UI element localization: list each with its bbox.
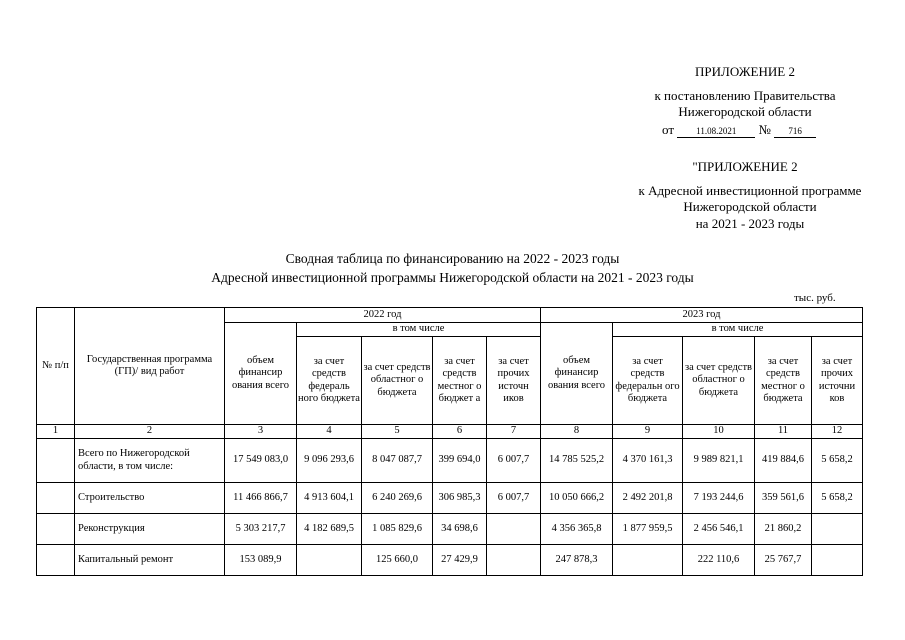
- data-cell: 8 047 087,7: [362, 439, 433, 483]
- data-cell: [297, 545, 362, 576]
- data-cell: 1 085 829,6: [362, 514, 433, 545]
- header-program: Государственная программа (ГП)/ вид работ: [75, 308, 225, 425]
- data-cell: 247 878,3: [541, 545, 613, 576]
- row-num-cell: [37, 483, 75, 514]
- header-fed-2023: за счет средств федеральн ого бюджета: [613, 337, 683, 425]
- data-cell: 2 492 201,8: [613, 483, 683, 514]
- row-name: Всего по Нижегородской области, в том числе:: [75, 439, 225, 483]
- data-cell: 11 466 866,7: [225, 483, 297, 514]
- table-title-line2: Адресной инвестиционной программы Нижегородской области на 2021 - 2023 годы: [211, 270, 694, 285]
- table-row: [37, 514, 863, 545]
- col-number: 5: [362, 425, 433, 439]
- header-loc-2023: за счет средств местног о бюджета: [755, 337, 812, 425]
- header-fed-2022: за счет средств федераль ного бюджета: [297, 337, 362, 425]
- row-num-cell: [37, 439, 75, 483]
- data-cell: [487, 514, 541, 545]
- appendix-date-line: [662, 122, 842, 138]
- data-cell: 25 767,7: [755, 545, 812, 576]
- data-cell: 419 884,6: [755, 439, 812, 483]
- program-appendix-line4: на 2021 - 2023 годы: [695, 216, 805, 231]
- data-cell: 5 303 217,7: [225, 514, 297, 545]
- data-cell: 5 658,2: [812, 483, 863, 514]
- data-cell: 1 877 959,5: [613, 514, 683, 545]
- row-num-cell: [37, 545, 75, 576]
- col-number: 4: [297, 425, 362, 439]
- data-cell: 7 193 244,6: [683, 483, 755, 514]
- data-cell: 399 694,0: [433, 439, 487, 483]
- header-year-2023: 2023 год: [541, 308, 863, 323]
- header-oth-2022: за счет прочих источн иков: [487, 337, 541, 425]
- data-cell: 5 658,2: [812, 439, 863, 483]
- data-cell: [812, 545, 863, 576]
- data-cell: 222 110,6: [683, 545, 755, 576]
- data-cell: 9 096 293,6: [297, 439, 362, 483]
- data-cell: 27 429,9: [433, 545, 487, 576]
- data-cell: 14 785 525,2: [541, 439, 613, 483]
- header-total-2023: объем финансир ования всего: [541, 323, 613, 425]
- date-prefix: от: [662, 122, 675, 137]
- program-appendix-line2: к Адресной инвестиционной программе: [638, 183, 862, 198]
- row-name: Капитальный ремонт: [75, 545, 225, 576]
- col-number: 8: [541, 425, 613, 439]
- data-cell: 34 698,6: [433, 514, 487, 545]
- col-number: 10: [683, 425, 755, 439]
- col-number: 6: [433, 425, 487, 439]
- header-year-2022: 2022 год: [225, 308, 541, 323]
- table-row: [37, 439, 863, 483]
- data-cell: 6 007,7: [487, 483, 541, 514]
- data-cell: 306 985,3: [433, 483, 487, 514]
- row-name: Строительство: [75, 483, 225, 514]
- data-cell: 2 456 546,1: [683, 514, 755, 545]
- resolution-number: 716: [774, 126, 816, 138]
- data-cell: 17 549 083,0: [225, 439, 297, 483]
- header-total-2022: объем финансир ования всего: [225, 323, 297, 425]
- data-cell: 359 561,6: [755, 483, 812, 514]
- table-title-line1: Сводная таблица по финансированию на 2022 - 2023 годы: [285, 251, 620, 266]
- table-row: [37, 483, 863, 514]
- column-number-row: [37, 425, 863, 439]
- appendix-label: ПРИЛОЖЕНИЕ 2: [695, 64, 795, 79]
- col-number: 7: [487, 425, 541, 439]
- header-including-2022: в том числе: [297, 323, 541, 337]
- data-cell: 6 240 269,6: [362, 483, 433, 514]
- header-oth-2023: за счет прочих источни ков: [812, 337, 863, 425]
- row-name: Реконструкция: [75, 514, 225, 545]
- data-cell: 10 050 666,2: [541, 483, 613, 514]
- data-cell: [487, 545, 541, 576]
- financing-table: [36, 307, 863, 576]
- data-cell: 4 182 689,5: [297, 514, 362, 545]
- data-cell: 4 370 161,3: [613, 439, 683, 483]
- data-cell: 9 989 821,1: [683, 439, 755, 483]
- data-cell: 4 913 604,1: [297, 483, 362, 514]
- resolution-date: 11.08.2021: [677, 126, 755, 138]
- appendix-resolution-line: к постановлению Правительства: [654, 88, 836, 103]
- program-appendix-line3: Нижегородской области: [683, 199, 817, 214]
- col-number: 3: [225, 425, 297, 439]
- data-cell: 6 007,7: [487, 439, 541, 483]
- program-appendix-label: "ПРИЛОЖЕНИЕ 2: [692, 159, 798, 174]
- data-cell: 21 860,2: [755, 514, 812, 545]
- col-number: 2: [75, 425, 225, 439]
- data-cell: [613, 545, 683, 576]
- table-row: [37, 545, 863, 576]
- header-num: № п/п: [37, 308, 75, 425]
- col-number: 1: [37, 425, 75, 439]
- appendix-region-line: Нижегородской области: [678, 104, 812, 119]
- data-cell: 125 660,0: [362, 545, 433, 576]
- col-number: 12: [812, 425, 863, 439]
- data-cell: [812, 514, 863, 545]
- number-sign: №: [758, 122, 771, 137]
- row-num-cell: [37, 514, 75, 545]
- col-number: 9: [613, 425, 683, 439]
- header-loc-2022: за счет средств местног о бюджет а: [433, 337, 487, 425]
- data-cell: 4 356 365,8: [541, 514, 613, 545]
- unit-label: тыс. руб.: [794, 292, 836, 304]
- data-cell: 153 089,9: [225, 545, 297, 576]
- header-reg-2023: за счет средств областног о бюджета: [683, 337, 755, 425]
- header-reg-2022: за счет средств областног о бюджета: [362, 337, 433, 425]
- col-number: 11: [755, 425, 812, 439]
- header-including-2023: в том числе: [613, 323, 863, 337]
